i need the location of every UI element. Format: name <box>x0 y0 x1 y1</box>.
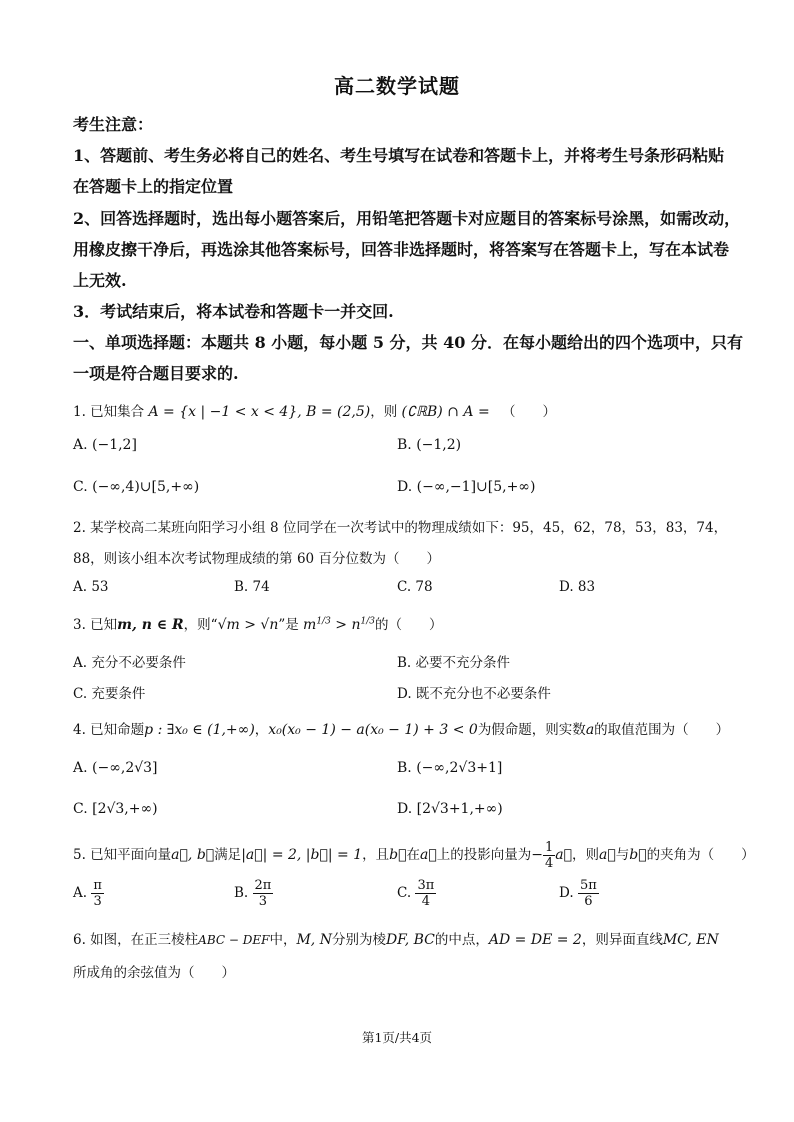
question-4: 4. 已知命题p : ∃x₀ ∈ (1,+∞)，x₀(x₀ − 1) − a(x₀ − 1) + 3 < 0为假命题，则实数a的取值范围为（ ） <box>73 722 730 738</box>
q4-proposition: p : ∃x₀ ∈ (1,+∞) <box>144 722 255 738</box>
q3-option-c: C. 充要条件 <box>73 686 146 702</box>
question-2-line-2: 88，则该小组本次考试物理成绩的第 60 百分位数为（ ） <box>73 551 440 567</box>
q5-option-b: B. $\frac{2\pi}{3}$ <box>234 878 272 909</box>
question-3 <box>73 613 733 633</box>
page-footer: 第1页/共4页 <box>361 1030 433 1045</box>
q4-suffix: 的取值范围为（ ） <box>594 722 730 738</box>
q4-prefix: 4. 已知命题 <box>73 722 145 738</box>
q1-mid: ，则 <box>370 404 398 420</box>
q2-option-d: D. 83 <box>559 579 596 595</box>
notice-heading: 考生注意： <box>73 115 154 134</box>
q3-vars: m, n ∈ R <box>117 617 184 633</box>
q4-inequality: x₀(x₀ − 1) − a(x₀ − 1) + 3 < 0 <box>268 722 478 738</box>
q6-prism: ABC − DEF <box>198 933 270 947</box>
exam-title: 高二数学试题 <box>334 74 460 98</box>
q1-prefix: 1. 已知集合 <box>73 404 145 420</box>
notice-item-2-line-3: 上无效. <box>73 271 127 290</box>
q1-option-d: D. (−∞,−1]∪[5,+∞) <box>397 479 536 495</box>
q2-option-b: B. 74 <box>234 579 270 595</box>
notice-item-3: 3．考试结束后，将本试卷和答题卡一并交回. <box>73 302 394 321</box>
q5-vectors: a⃗, b⃗ <box>171 847 215 863</box>
q1-option-c: C. (−∞,4)∪[5,+∞) <box>73 479 200 495</box>
question-6-line-2: 所成角的余弦值为（ ） <box>73 965 235 981</box>
q1-set-expression: A = {x | −1 < x < 4}, B = (2,5) <box>148 404 371 420</box>
q4-var: a <box>585 722 595 738</box>
q3-suffix: 的（ ） <box>374 617 443 633</box>
section-1-line-1: 一、单项选择题：本题共 8 小题，每小题 5 分，共 40 分．在每小题给出的四个选项中，只有 <box>73 333 743 352</box>
notice-item-2-line-1: 2、回答选择题时，选出每小题答案后，用铅笔把答题卡对应题目的答案标号涂黑，如需改动， <box>73 209 741 228</box>
question-1 <box>73 400 733 420</box>
notice-item-1-line-1: 1、答题前、考生务必将自己的姓名、考生号填写在试卷和答题卡上，并将考生号条形码粘贴 <box>73 146 725 165</box>
q4-option-d: D. [2√3+1,+∞) <box>397 801 503 817</box>
q1-option-b: B. (−1,2) <box>397 437 462 453</box>
q3-condition-1: √m > √n <box>217 617 279 633</box>
q2-option-a: A. 53 <box>73 579 109 595</box>
q3-option-b: B. 必要不充分条件 <box>397 655 511 671</box>
question-6-line-1: 6. 如图，在正三棱柱ABC − DEF中，M, N分别为棱DF, BC的中点，AD = DE = 2，则异面直线MC, EN <box>73 932 719 948</box>
q3-mid1: ，则“ <box>183 617 218 633</box>
q5-condition: |a⃗| = 2, |b⃗| = 1 <box>241 847 363 863</box>
q5-option-c: C. $\frac{3\pi}{4}$ <box>397 878 435 909</box>
q3-condition-2: $m^{1/3} > n^{1/3}$ <box>303 616 375 633</box>
q4-mid: 为假命题，则实数 <box>477 722 586 738</box>
q5-option-d: D. $\frac{5\pi}{6}$ <box>559 878 597 909</box>
question-2-line-1: 2. 某学校高二某班向阳学习小组 8 位同学在一次考试中的物理成绩如下：95，45，62，78，53，83，74， <box>73 520 728 536</box>
question-5: 5. 已知平面向量a⃗, b⃗满足|a⃗| = 2, |b⃗| = 1，且b⃗在a⃗上的投影向量为− $\frac{1}{4}$ a⃗，则a⃗与b⃗的夹角为（ ） <box>73 840 755 871</box>
q1-answer-paren: （ ） <box>501 404 556 420</box>
q3-option-a: A. 充分不必要条件 <box>73 655 186 671</box>
q2-option-c: C. 78 <box>397 579 433 595</box>
notice-item-1-line-2: 在答题卡上的指定位置 <box>73 177 234 196</box>
notice-item-2-line-2: 用橡皮擦干净后，再选涂其他答案标号，回答非选择题时，将答案写在答题卡上，写在本试卷 <box>73 240 730 259</box>
q5-option-a: A. $\frac{\pi}{3}$ <box>73 878 102 909</box>
q3-mid2: ”是 <box>278 617 299 633</box>
q3-option-d: D. 既不充分也不必要条件 <box>397 686 551 702</box>
q4-option-c: C. [2√3,+∞) <box>73 801 158 817</box>
q4-option-a: A. (−∞,2√3] <box>73 760 158 776</box>
q5-projection-fraction: $\frac{1}{4}$ <box>545 840 554 871</box>
section-1-line-2: 一项是符合题目要求的. <box>73 364 239 383</box>
q1-option-a: A. (−1,2] <box>73 437 137 453</box>
q4-option-b: B. (−∞,2√3+1] <box>397 760 503 776</box>
q1-target-expression: (∁ℝB) ∩ A = <box>401 404 490 420</box>
q3-prefix: 3. 已知 <box>73 617 118 633</box>
